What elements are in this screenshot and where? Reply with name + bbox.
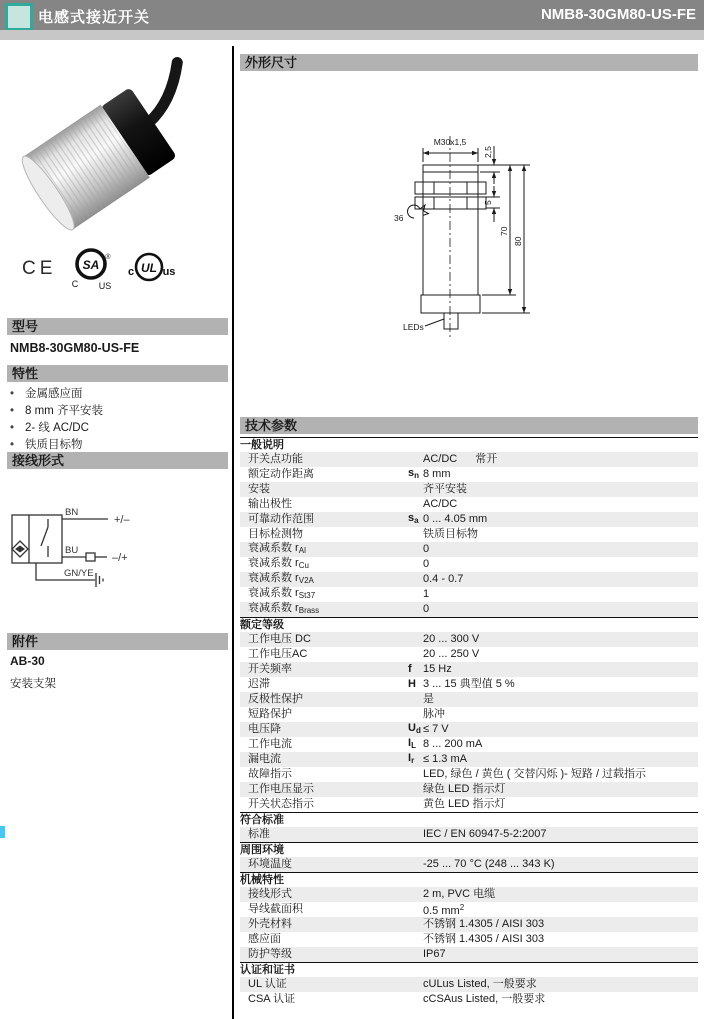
section-heading-features: 特性 — [7, 365, 228, 382]
wrench-size-label: 36 — [394, 213, 404, 223]
table-row: 衰减系数 $r_{V2A}$ 0.4 - 0.7 — [240, 572, 698, 587]
ul-mark-icon — [122, 251, 178, 285]
tech-table — [240, 437, 698, 1007]
drawing-housing — [421, 295, 480, 313]
svg-text:UL: UL — [141, 261, 157, 275]
table-row: 额定动作距离 $s_n$ 8 mm — [248, 467, 451, 480]
column-divider — [232, 46, 234, 1019]
csa-mark-icon — [68, 246, 114, 292]
output-polarity-bottom: –/+ — [112, 552, 128, 564]
dim-nut-label: 5 — [483, 200, 493, 205]
table-row: 开关点功能 AC/DC 常开 — [240, 452, 698, 467]
table-row: 开关状态指示 黄色 LED 指示灯 — [248, 798, 506, 810]
svg-text:SA: SA — [82, 258, 100, 272]
wire-label-bn: BN — [65, 507, 79, 518]
model-number: NMB8-30GM80-US-FE — [10, 341, 140, 355]
svg-text:c: c — [127, 266, 135, 278]
wrench-icon — [408, 205, 429, 218]
table-row: UL 认证 cULus Listed, 一般要求 — [240, 977, 698, 992]
table-row: 迟滞 H 3 ... 15 典型值 5 % — [248, 678, 515, 690]
table-section-header: 认证和证书 — [240, 962, 698, 977]
header-bar — [0, 0, 704, 30]
table-section-header: 额定等级 — [240, 617, 698, 632]
table-section-header: 一般说明 — [240, 437, 698, 452]
dim-thread-label: M30x1,5 — [433, 137, 467, 147]
section-heading-wiring: 接线形式 — [7, 452, 228, 469]
bookmark-tab — [0, 826, 5, 838]
product-photo — [10, 56, 215, 244]
section-heading-dimensions: 外形尺寸 — [240, 54, 698, 71]
dim-body-label: 70 — [499, 226, 509, 236]
table-row: 衰减系数 $r_{St37}$ 1 — [248, 587, 430, 600]
load-symbol — [86, 553, 95, 561]
accessory-model: AB-30 — [10, 654, 45, 668]
svg-text:US: US — [98, 281, 112, 291]
feature-item: • 铁质目标物 — [10, 439, 83, 451]
table-row: 故障指示 LED, 绿色 / 黄色 ( 交替闪烁 )- 短路 / 过载指示 — [248, 768, 647, 780]
ce-mark-icon: CE — [22, 258, 57, 279]
table-row: 目标检测物 铁质目标物 — [248, 528, 478, 540]
table-row: 电压降 $U_d$ ≤ 7 V — [240, 722, 698, 737]
table-row: 衰减系数 $r_{Brass}$ 0 — [240, 602, 698, 617]
section-heading-model: 型号 — [7, 318, 228, 335]
header-subband — [0, 30, 704, 40]
table-section-header: 周围环境 — [240, 842, 698, 857]
table-section-header: 机械特性 — [240, 872, 698, 887]
wiring-diagram — [8, 500, 158, 600]
section-heading-technical-data: 技术参数 — [240, 417, 698, 434]
features-list — [10, 386, 225, 454]
drawing-cable-stub — [444, 313, 458, 329]
drawing-hex-nut — [415, 182, 486, 194]
table-row: 衰减系数 $r_{Cu}$ 0 — [248, 557, 430, 570]
table-row: 感应面 不锈钢 1.4305 / AISI 303 — [248, 933, 545, 945]
product-type-title: 电感式接近开关 — [38, 9, 151, 26]
table-section-header: 符合标准 — [240, 812, 698, 827]
table-row: 工作电压AC 20 ... 250 V — [248, 648, 480, 660]
table-row: 工作电压 DC 20 ... 300 V — [240, 632, 698, 647]
section-heading-accessories: 附件 — [7, 633, 228, 650]
drawing-body — [423, 165, 478, 295]
svg-text:us: us — [162, 266, 176, 278]
table-row: 可靠动作范围 $s_a$ 0 ... 4.05 mm — [240, 512, 698, 527]
feature-item: • 2- 线 AC/DC — [10, 422, 89, 434]
drawing-hex-nut — [415, 197, 486, 209]
wire-label-bu: BU — [65, 545, 79, 556]
table-row: 导线截面积 0.5 $mm^2$ — [248, 903, 465, 917]
table-row: 防护等级 IP67 — [240, 947, 698, 962]
table-row: 输出极性 AC/DC — [248, 498, 458, 510]
table-row: 漏电流 $I_r$ ≤ 1.3 mA — [240, 752, 698, 767]
table-row: 开关频率 f 15 Hz — [240, 662, 698, 677]
table-row: 外壳材料 不锈钢 1.4305 / AISI 303 — [240, 917, 698, 932]
brand-square-icon — [5, 3, 33, 31]
wire-label-gnye: GN/YE — [64, 568, 94, 579]
table-row: 标准 IEC / EN 60947-5-2:2007 — [240, 827, 698, 842]
table-row: 短路保护 脉冲 — [248, 708, 445, 720]
table-row: 接线形式 2 m, PVC 电缆 — [240, 887, 698, 902]
accessory-description: 安装支架 — [10, 678, 56, 690]
table-row: CSA 认证 cCSAus Listed, 一般要求 — [248, 993, 546, 1005]
table-row: 反极性保护 是 — [240, 692, 698, 707]
dimension-drawing — [388, 128, 558, 363]
table-row: 工作电压显示 绿色 LED 指示灯 — [240, 782, 698, 797]
output-polarity-top: +/– — [114, 514, 130, 526]
leds-label: LEDs — [403, 322, 424, 332]
part-number-title: NMB8-30GM80-US-FE — [540, 6, 696, 23]
dim-total-label: 80 — [513, 236, 523, 246]
dim-top-label: 2,5 — [483, 146, 493, 158]
table-row: 衰减系数 $r_{Al}$ 0 — [240, 542, 698, 557]
table-row: 工作电流 $I_L$ 8 ... 200 mA — [248, 737, 483, 750]
feature-item: • 金属感应面 — [10, 388, 83, 400]
feature-item: • 8 mm 齐平安装 — [10, 405, 103, 417]
table-row: 环境温度 -25 ... 70 °C (248 ... 343 K) — [240, 857, 698, 872]
table-row: 安装 齐平安装 — [240, 482, 698, 497]
certification-logos — [10, 246, 222, 296]
svg-text:®: ® — [105, 254, 111, 261]
svg-text:C: C — [71, 279, 79, 289]
